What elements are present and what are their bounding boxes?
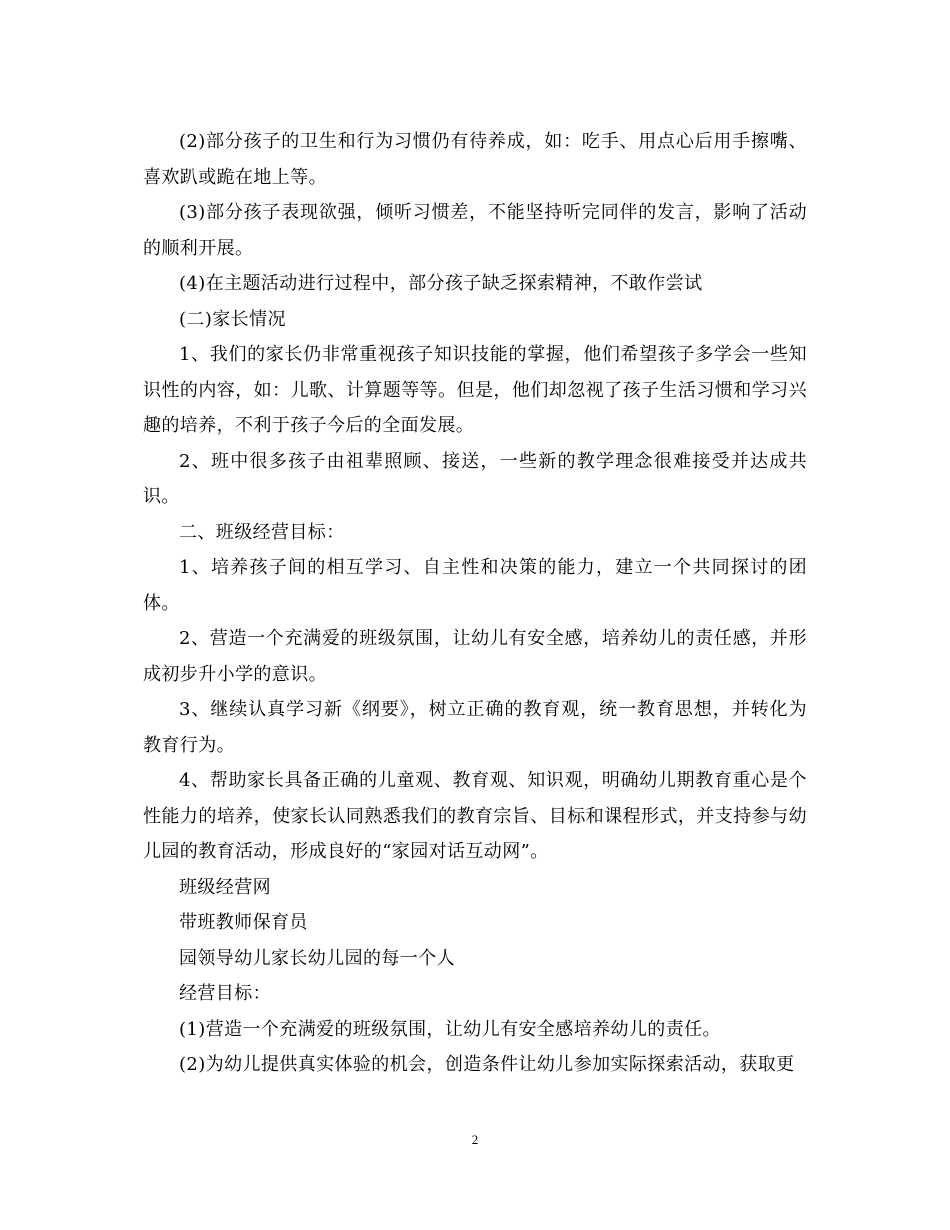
paragraph-hygiene-habits: (2)部分孩子的卫生和行为习惯仍有待养成，如：吃手、用点心后用手擦嘴、喜欢趴或跪在地上等。 [143,131,807,188]
heading-parent-situation: (二)家长情况 [179,308,286,330]
paragraph-parents-knowledge: 1、我们的家长仍非常重视孩子知识技能的掌握，他们希望孩子多学会一些知识性的内容，如：儿歌、计算题等等。但是，他们却忽视了孩子生活习惯和学习兴趣的培养，不利于孩子今后的全面发展。 [143,344,807,436]
heading-class-network: 班级经营网 [179,876,271,898]
paragraph-exploration-spirit: (4)在主题活动进行过程中，部分孩子缺乏探索精神，不敢作尝试 [179,273,703,294]
paragraph-goal-1: 1、培养孩子间的相互学习、自主性和决策的能力，建立一个共同探讨的团体。 [143,557,807,614]
paragraph-management-goal-2: (2)为幼儿提供真实体验的机会，创造条件让幼儿参加实际探索活动，获取更 [179,1054,795,1075]
document-body [143,124,807,1083]
paragraph-listening-habits: (3)部分孩子表现欲强，倾听习惯差，不能坚持听完同伴的发言，影响了活动的顺利开展。 [143,202,807,259]
paragraph-goal-2: 2、营造一个充满爱的班级氛围，让幼儿有安全感，培养幼儿的责任感，并形成初步升小学的意识。 [143,628,807,685]
paragraph-goal-4: 4、帮助家长具备正确的儿童观、教育观、知识观，明确幼儿期教育重心是个性能力的培养，使家长认同熟悉我们的教育宗旨、目标和课程形式，并支持参与幼儿园的教育活动，形成良好的“家园对话互动网”。 [143,770,807,862]
line-teachers: 带班教师保育员 [179,912,308,933]
paragraph-management-goal-1: (1)营造一个充满爱的班级氛围，让幼儿有安全感培养幼儿的责任。 [179,1018,721,1040]
line-stakeholders: 园领导幼儿家长幼儿园的每一个人 [179,947,455,969]
paragraph-goal-3: 3、继续认真学习新《纲要》，树立正确的教育观，统一教育思想，并转化为教育行为。 [143,699,807,756]
heading-class-goals: 二、班级经营目标： [179,521,345,543]
page-number: 2 [471,1132,479,1147]
heading-management-goals: 经营目标： [179,983,271,1004]
paragraph-grandparents: 2、班中很多孩子由祖辈照顾、接送，一些新的教学理念很难接受并达成共识。 [143,450,807,507]
